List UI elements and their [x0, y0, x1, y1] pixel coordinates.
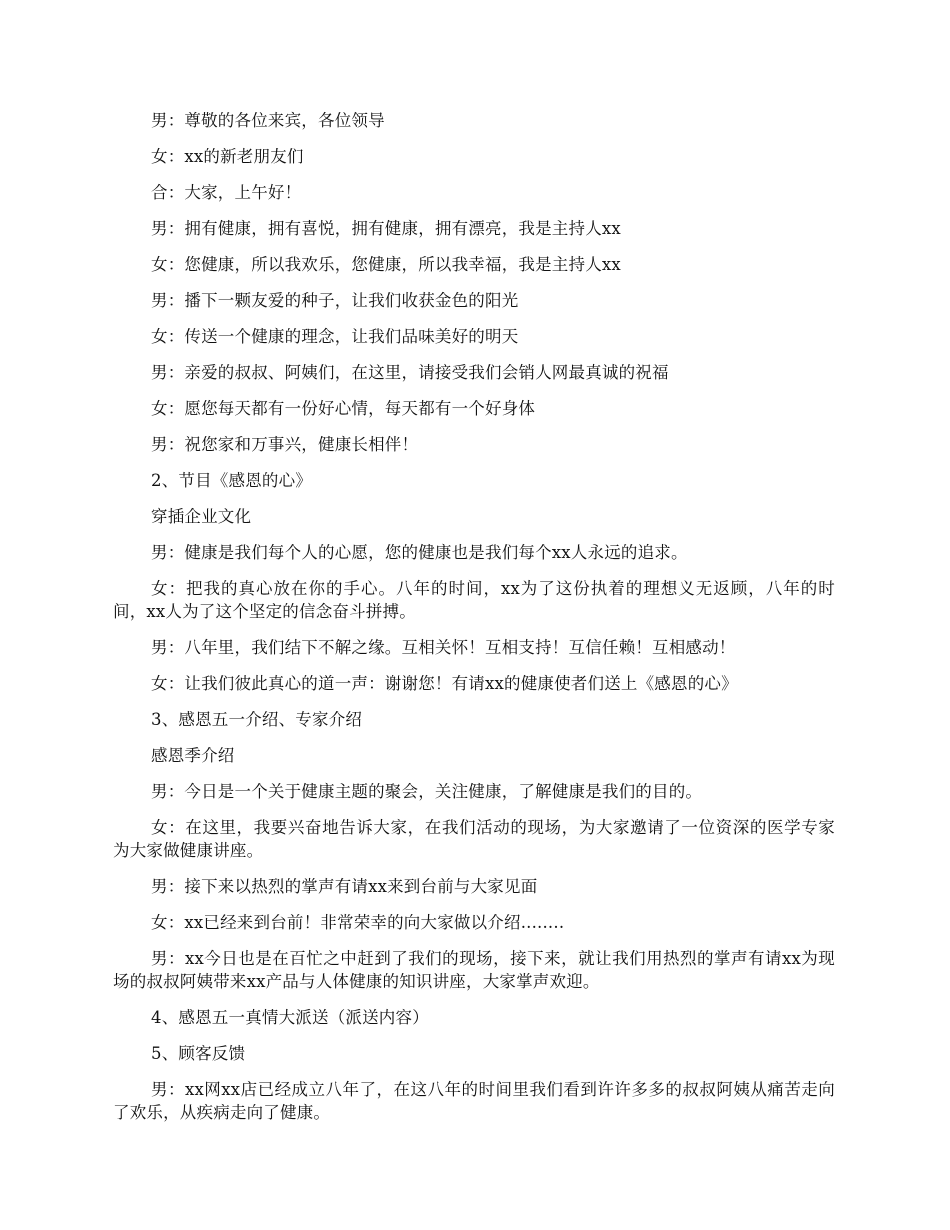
paragraph: 女：把我的真心放在你的手心。八年的时间，xx为了这份执着的理想义无返顾，八年的时间，xx人为了这个坚定的信念奋斗拼搏。	[113, 579, 835, 621]
paragraph: 男：接下来以热烈的掌声有请xx来到台前与大家见面	[151, 877, 538, 896]
paragraph: 女：您健康，所以我欢乐，您健康，所以我幸福，我是主持人xx	[151, 255, 621, 274]
paragraph: 女：xx已经来到台前！非常荣幸的向大家做以介绍........	[151, 913, 565, 932]
paragraph: 合：大家，上午好！	[151, 183, 302, 202]
paragraph: 男：八年里，我们结下不解之缘。互相关怀！互相支持！互信任赖！互相感动！	[151, 638, 736, 657]
section-heading: 2、节目《感恩的心》	[151, 471, 312, 490]
paragraph: 女：让我们彼此真心的道一声：谢谢您！有请xx的健康使者们送上《感恩的心》	[151, 674, 738, 693]
section-heading: 3、感恩五一介绍、专家介绍	[151, 710, 363, 729]
paragraph: 男：xx今日也是在百忙之中赶到了我们的现场，接下来，就让我们用热烈的掌声有请xx为现场的叔叔阿姨带来xx产品与人体健康的知识讲座，大家掌声欢迎。	[113, 949, 835, 991]
paragraph: 男：祝您家和万事兴，健康长相伴！	[151, 435, 419, 454]
paragraph: 穿插企业文化	[151, 507, 252, 526]
paragraph: 男：xx网xx店已经成立八年了，在这八年的时间里我们看到许许多多的叔叔阿姨从痛苦走向了欢乐，从疾病走向了健康。	[113, 1080, 835, 1122]
paragraph: 男：尊敬的各位来宾，各位领导	[151, 111, 385, 130]
paragraph: 男：拥有健康，拥有喜悦，拥有健康，拥有漂亮，我是主持人xx	[151, 219, 621, 238]
paragraph: 男：健康是我们每个人的心愿，您的健康也是我们每个xx人永远的追求。	[151, 543, 688, 562]
document-body	[113, 109, 835, 1137]
paragraph: 感恩季介绍	[151, 746, 235, 765]
paragraph: 女：传送一个健康的理念，让我们品味美好的明天	[151, 327, 519, 346]
paragraph: 男：亲爱的叔叔、阿姨们，在这里，请接受我们会销人网最真诚的祝福	[151, 363, 669, 382]
paragraph: 女：xx的新老朋友们	[151, 147, 304, 166]
paragraph: 女：在这里，我要兴奋地告诉大家，在我们活动的现场，为大家邀请了一位资深的医学专家为大家做健康讲座。	[113, 818, 835, 860]
section-heading: 5、顾客反馈	[151, 1044, 246, 1063]
section-heading: 4、感恩五一真情大派送（派送内容）	[151, 1008, 429, 1027]
paragraph: 女：愿您每天都有一份好心情，每天都有一个好身体	[151, 399, 536, 418]
paragraph: 男：今日是一个关于健康主题的聚会，关注健康，了解健康是我们的目的。	[151, 782, 703, 801]
paragraph: 男：播下一颗友爱的种子，让我们收获金色的阳光	[151, 291, 519, 310]
